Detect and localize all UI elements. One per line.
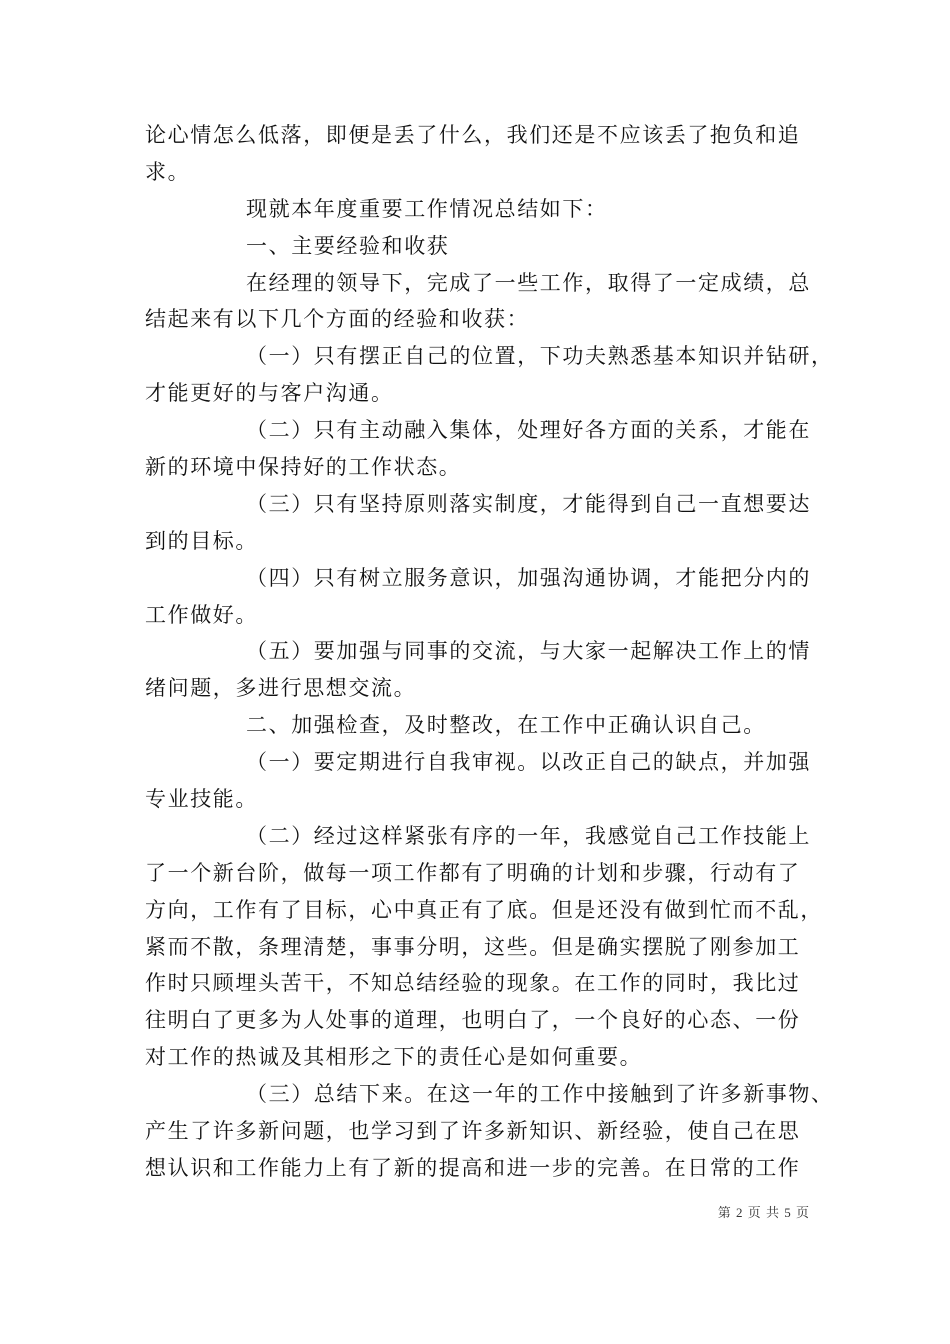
page-number-footer: 第 2 页 共 5 页 xyxy=(717,1205,810,1220)
text-line: 在经理的领导下，完成了一些工作，取得了一定成绩，总 xyxy=(246,270,811,295)
text-line: 产生了许多新问题，也学习到了许多新知识、新经验，使自己在思 xyxy=(145,1119,801,1144)
list-item-1-2: （二）只有主动融入集体，处理好各方面的关系，才能在 xyxy=(246,418,811,443)
list-item-1-5: （五）要加强与同事的交流，与大家一起解决工作上的情 xyxy=(246,639,811,664)
section-heading-2: 二、加强检查，及时整改，在工作中正确认识自己。 xyxy=(246,713,766,738)
text-line: 方向，工作有了目标，心中真正有了底。但是还没有做到忙而不乱， xyxy=(145,897,823,922)
text-line: 新的环境中保持好的工作状态。 xyxy=(145,455,462,480)
text-line: 了一个新台阶，做每一项工作都有了明确的计划和步骤，行动有了 xyxy=(145,860,801,885)
list-item-1-1: （一）只有摆正自己的位置，下功夫熟悉基本知识并钻研， xyxy=(246,344,834,369)
text-line: 绪问题，多进行思想交流。 xyxy=(145,676,417,701)
text-line: 到的目标。 xyxy=(145,528,258,553)
text-line-intro: 现就本年度重要工作情况总结如下： xyxy=(246,196,608,221)
list-item-2-1: （一）要定期进行自我审视。以改正自己的缺点，并加强 xyxy=(246,750,811,775)
text-line: 想认识和工作能力上有了新的提高和进一步的完善。在日常的工作 xyxy=(145,1155,801,1180)
text-line: 论心情怎么低落，即便是丢了什么，我们还是不应该丢了抱负和追 xyxy=(145,123,801,147)
list-item-1-3: （三）只有坚持原则落实制度，才能得到自己一直想要达 xyxy=(246,491,811,516)
section-heading-1: 一、主要经验和收获 xyxy=(246,233,450,258)
text-line: 紧而不散，条理清楚，事事分明，这些。但是确实摆脱了刚参加工 xyxy=(145,934,801,959)
text-line: 对工作的热诚及其相形之下的责任心是如何重要。 xyxy=(145,1045,643,1070)
text-line: 才能更好的与客户沟通。 xyxy=(145,381,394,406)
text-line: 专业技能。 xyxy=(145,787,258,812)
list-item-2-2: （二）经过这样紧张有序的一年，我感觉自己工作技能上 xyxy=(246,823,811,848)
list-item-1-4: （四）只有树立服务意识，加强沟通协调，才能把分内的 xyxy=(246,565,811,590)
text-line: 结起来有以下几个方面的经验和收获： xyxy=(145,307,530,332)
text-line: 往明白了更多为人处事的道理，也明白了，一个良好的心态、一份 xyxy=(145,1008,801,1033)
document-body xyxy=(145,117,834,1187)
text-line: 求。 xyxy=(145,159,191,184)
list-item-2-3: （三）总结下来。在这一年的工作中接触到了许多新事物、 xyxy=(246,1082,834,1107)
text-line: 工作做好。 xyxy=(145,602,258,627)
text-line: 作时只顾埋头苦干，不知总结经验的现象。在工作的同时，我比过 xyxy=(145,971,801,996)
